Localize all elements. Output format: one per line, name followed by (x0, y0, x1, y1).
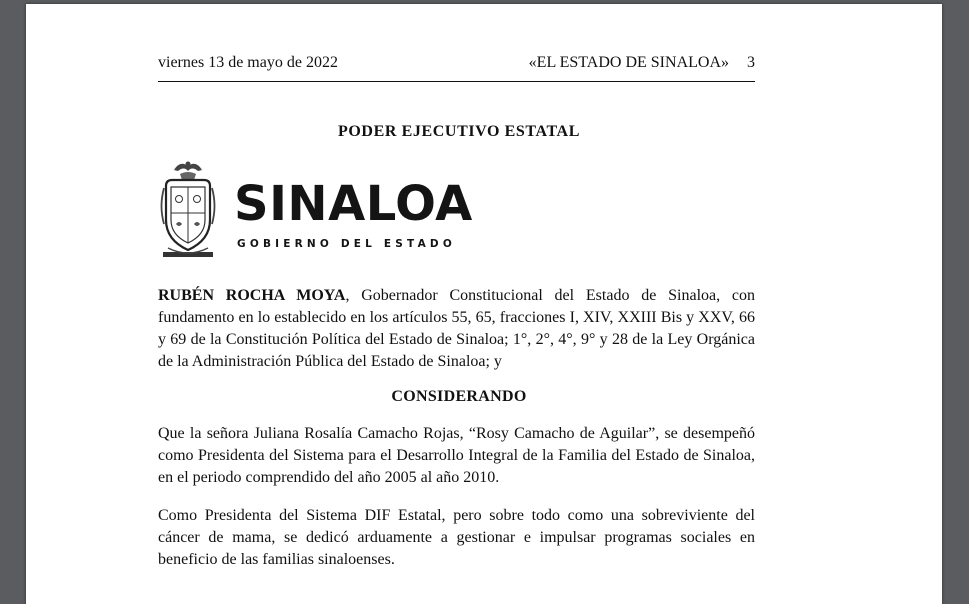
preamble-paragraph (158, 285, 755, 373)
document-page (26, 4, 942, 604)
paragraph-1: Que la señora Juliana Rosalía Camacho Rojas, “Rosy Camacho de Aguilar”, se desempeñó como Presidenta del Sistema para el Desarrollo Integral de la Familia del Estado de Sinaloa, en el periodo comprendido del año 2005 al año 2010. (158, 425, 755, 486)
header-page-number: 3 (747, 54, 755, 71)
header-date: viernes 13 de mayo de 2022 (158, 54, 338, 71)
section-title: PODER EJECUTIVO ESTATAL (338, 123, 580, 140)
paragraph-2: Como Presidenta del Sistema DIF Estatal, pero sobre todo como una sobreviviente del cáncer de mama, se dedicó arduamente a gestionar e impulsar programas sociales en beneficio de las familias sinaloenses. (158, 507, 755, 568)
page-header (158, 54, 755, 72)
header-publication: «EL ESTADO DE SINALOA» (528, 54, 729, 71)
considerando-heading: CONSIDERANDO (391, 388, 527, 405)
gobierno-subtitle: GOBIERNO DEL ESTADO (237, 238, 456, 250)
sinaloa-coat-of-arms-icon (158, 158, 218, 262)
preamble-text: , Gobernador Constitucional del Estado de Sinaloa, con fundamento en lo establecido en los artículos 55, 65, fracciones I, XIV, XXIII Bis y XXV, 66 y 69 de la Constitución Política del Estado de Sinaloa; 1°, 2°, 4°, 9° y 28 de la Ley Orgánica de la Administración Pública del Estado de Sinaloa; y (158, 287, 756, 370)
header-rule (158, 81, 755, 82)
governor-name: RUBÉN ROCHA MOYA (158, 287, 346, 304)
sinaloa-wordmark: SINALOA (234, 176, 473, 232)
header-right (529, 54, 755, 72)
